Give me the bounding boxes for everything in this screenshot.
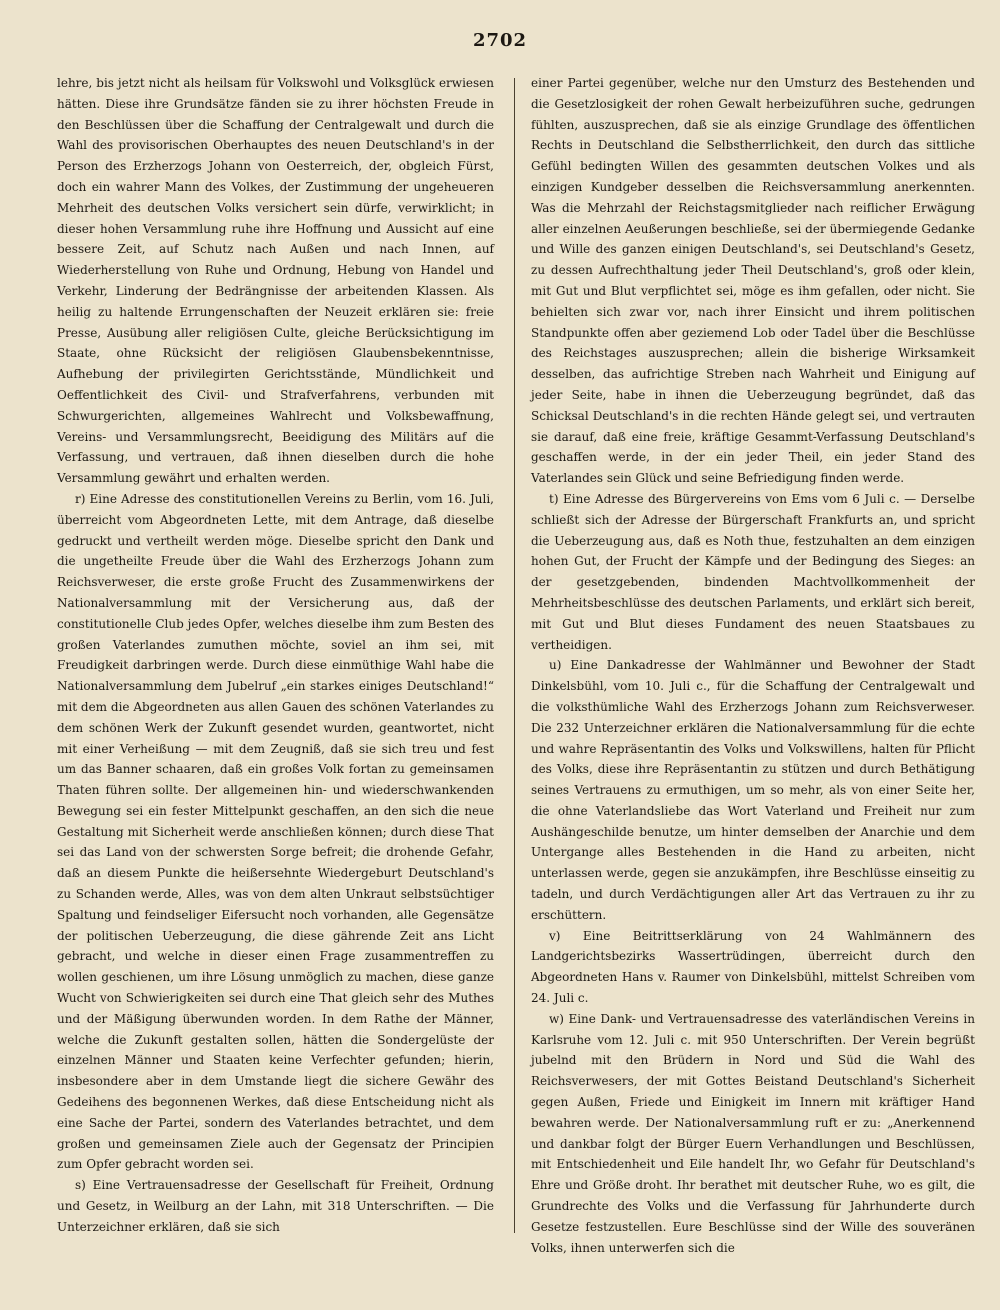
paragraph-continued: einer Partei gegenüber, welche nur den Umsturz des Bestehenden und die Gesetzlosigkeit der rohen Gewalt herbeizuführen suche, gedrungen fühlten, auszusprechen, daß sie als einzige Grundlage des öffentlichen Rechts in Deutschland die Selbstherrlichkeit, den durch das sittliche Gefühl bedingten Willen des gesammten deutschen Volkes und als einzigen Kundgeber desselben die Reichsversammlung anerkennten. Was die Mehrzahl der Reichstagsmitglieder nach reiflicher Erwägung aller einzelnen Aeußerungen beschließe, sei der übermiegende Gedanke und Wille des ganzen einigen Deutschland's, sei Deutschland's Gesetz, zu dessen Aufrechthaltung jeder Theil Deutschland's, groß oder klein, mit Gut und Blut verpflichtet sei, möge es ihm gefallen, oder nicht. Sie behielten sich zwar vor, nach ihrer Einsicht und ihrem politischen Standpunkte offen aber geziemend Lob oder Tadel über die Beschlüsse des Reichstages auszusprechen; allein die bisherige Wirksamkeit desselben, das aufrichtige Streben nach Wahrheit und Einigung auf jeder Seite, habe in ihnen die Ueberzeugung begründet, daß das Schicksal Deutschland's in die rechten Hände gelegt sei, und vertrauten sie darauf, daß eine freie, kräftige Gesammt-Verfassung Deutschland's geschaffen werde, in der ein jeder Theil, ein jeder Stand des Vaterlandes sein Glück und seine Befriedigung finden werde. [531,76,975,486]
paragraph-item-t: t) Eine Adresse des Bürgervereins von Ems vom 6 Juli c. — Derselbe schließt sich der Adresse der Bürgerschaft Frankfurts an, und spricht die Ueberzeugung aus, daß es Noth thue, festzuhalten an dem einzigen hohen Gut, der Frucht der Kämpfe und der Bedingung des Sieges: an der gesetzgebenden, bindenden Machtvollkommenheit der Mehrheitsbeschlüsse des deutschen Parlaments, und erklärt sich bereit, mit Gut und Blut dieses Fundament des neuen Staatsbaues zu vertheidigen. [531,491,975,652]
paragraph-item-w: w) Eine Dank- und Vertrauensadresse des vaterländischen Vereins in Karlsruhe vom 12. Juli c. mit 950 Unterschriften. Der Verein begrüßt jubelnd mit den Brüdern in Nord und Süd die Wahl des Reichsverwesers, der mit Gottes Beistand Deutschland's Sicherheit gegen Außen, Friede und Einigkeit im Innern mit kräftiger Hand bewahren werde. Der Nationalversammlung ruft er zu: „Anerkennend und dankbar folgt der Bürger Euern Verhandlungen und Beschlüssen, mit Entschiedenheit und Eile handelt Ihr, wo Gefahr für Deutschland's Ehre und Größe droht. Ihr berathet mit deutscher Ruhe, wo es gilt, die Grundrechte des Volks und die Verfassung für Jahrhunderte durch Gesetze festzustellen. Eure Beschlüsse sind der Wille des souveränen Volks, ihnen unterwerfen sich die [531,1011,975,1255]
paragraph-continued: lehre, bis jetzt nicht als heilsam für Volkswohl und Volksglück erwiesen hätten. Diese ihre Grundsätze fänden sie zu ihrer höchsten Freude in den Beschlüssen über die Schaffung der Centralgewalt und durch die Wahl des provisorischen Oberhauptes des neuen Deutschland's in der Person des Erzherzogs Johann von Oesterreich, der, obgleich Fürst, doch ein wahrer Mann des Volkes, der Zustimmung der ungeheueren Mehrheit des deutschen Volks versichert sein dürfe, verwirklicht; in dieser hohen Versammlung ruhe ihre Hoffnung und Aussicht auf eine bessere Zeit, auf Schutz nach Außen und nach Innen, auf Wiederherstellung von Ruhe und Ordnung, Hebung von Handel und Verkehr, Linderung der Bedrängnisse der arbeitenden Klassen. Als heilig zu haltende Errungenschaften der Neuzeit erklären sie: freie Presse, Ausübung aller religiösen Culte, gleiche Berücksichtigung im Staate, ohne Rücksicht der religiösen Glaubensbekenntnisse, Aufhebung der privilegirten Gerichtsstände, Mündlichkeit und Oeffentlichkeit des Civil- und Strafverfahrens, verbunden mit Schwurgerichten, allgemeines Wahlrecht und Volksbewaffnung, Vereins- und Versammlungsrecht, Beeidigung des Militärs auf die Verfassung, und vertrauen, daß ihnen dieselben durch die hohe Versammlung gewährt und erhalten werden. [57,76,494,486]
paragraph-item-s: s) Eine Vertrauensadresse der Gesellschaft für Freiheit, Ordnung und Gesetz, in Weilburg an der Lahn, mit 318 Unterschriften. — Die Unterzeichner erklären, daß sie sich [57,1178,494,1234]
column-divider [514,78,515,1233]
page-number: 2702 [472,30,528,51]
paragraph-item-r: r) Eine Adresse des constitutionellen Vereins zu Berlin, vom 16. Juli, überreicht vom Abgeordneten Lette, mit dem Antrage, daß dieselbe gedruckt und vertheilt werden möge. Dieselbe spricht den Dank und die ungetheilte Freude über die Wahl des Erzherzogs Johann zum Reichsverweser, die erste große Frucht des Zusammenwirkens der Nationalversammlung mit der Versicherung aus, daß der constitutionelle Club jedes Opfer, welches dieselbe ihm zum Besten des großen Vaterlandes zumuthen möchte, soviel an ihm sei, mit Freudigkeit darbringen werde. Durch diese einmüthige Wahl habe die Nationalversammlung dem Jubelruf „ein starkes einiges Deutschland!“ mit dem die Abgeordneten aus allen Gauen des schönen Vaterlandes zu dem schönen Werk der Zukunft gesendet wurden, geantwortet, nicht mit einer Verheißung — mit dem Zeugniß, daß sie sich treu und fest um das Banner schaaren, daß ein großes Volk fortan zu gemeinsamen Thaten führen sollte. Der allgemeinen hin- und wiederschwankenden Bewegung sei ein fester Mittelpunkt geschaffen, an den sich die neue Gestaltung mit Sicherheit werde anschließen können; durch diese That sei das Land von der schwersten Sorge befreit; die drohende Gefahr, daß an diesem Punkte die heißersehnte Wiedergeburt Deutschland's zu Schanden werde, Alles, was von dem alten Unkraut selbstsüchtiger Spaltung und feindseliger Eifersucht noch vorhanden, alle Gegensätze der politischen Ueberzeugung, die diese gährende Zeit ans Licht gebracht, und welche in dieser einen Frage zusammentreffen zu wollen geschienen, um ihre Lösung unmöglich zu machen, diese ganze Wucht von Schwierigkeiten sei durch eine That gleich sehr des Muthes und der Mäßigung überwunden worden. In dem Rathe der Männer, welche die Zukunft gestalten sollen, hätten die Sondergelüste der einzelnen Männer und Staaten keine Verfechter gefunden; hierin, insbesondere aber in dem Umstande liegt die sichere Gewähr des Gedeihens des begonnenen Werkes, daß diese Entscheidung nicht als eine Sache der Partei, sondern des Vaterlandes betrachtet, und dem großen und gemeinsamen Ziele auch der Gegensatz der Principien zum Opfer gebracht worden sei. [57,491,494,1172]
left-column [57,73,494,1238]
right-column [531,73,975,1258]
paragraph-item-u: u) Eine Dankadresse der Wahlmänner und Bewohner der Stadt Dinkelsbühl, vom 10. Juli c., für die Schaffung der Centralgewalt und die volksthümliche Wahl des Erzherzogs Johann zum Reichsverweser. Die 232 Unterzeichner erklären die Nationalversammlung für die echte und wahre Repräsentantin des Volks und Volkswillens, halten für Pflicht des Volks, diese ihre Repräsentantin zu stützen und durch Bethätigung seines Vertrauens zu ermuthigen, um so mehr, als von einer Seite her, die ohne Vaterlandsliebe das Wort Vaterland und Freiheit nur zum Aushängeschilde benutze, um hinter demselben der Anarchie und dem Untergange alles Bestehenden in die Hand zu arbeiten, nicht unterlassen werde, gegen sie anzukämpfen, ihre Beschlüsse einseitig zu tadeln, und durch Verdächtigungen aller Art das Vertrauen zu ihr zu erschüttern. [531,658,975,922]
paragraph-item-v: v) Eine Beitrittserklärung von 24 Wahlmännern des Landgerichtsbezirks Wassertrüdingen, überreicht durch den Abgeordneten Hans v. Raumer von Dinkelsbühl, mittelst Schreiben vom 24. Juli c. [531,928,975,1006]
